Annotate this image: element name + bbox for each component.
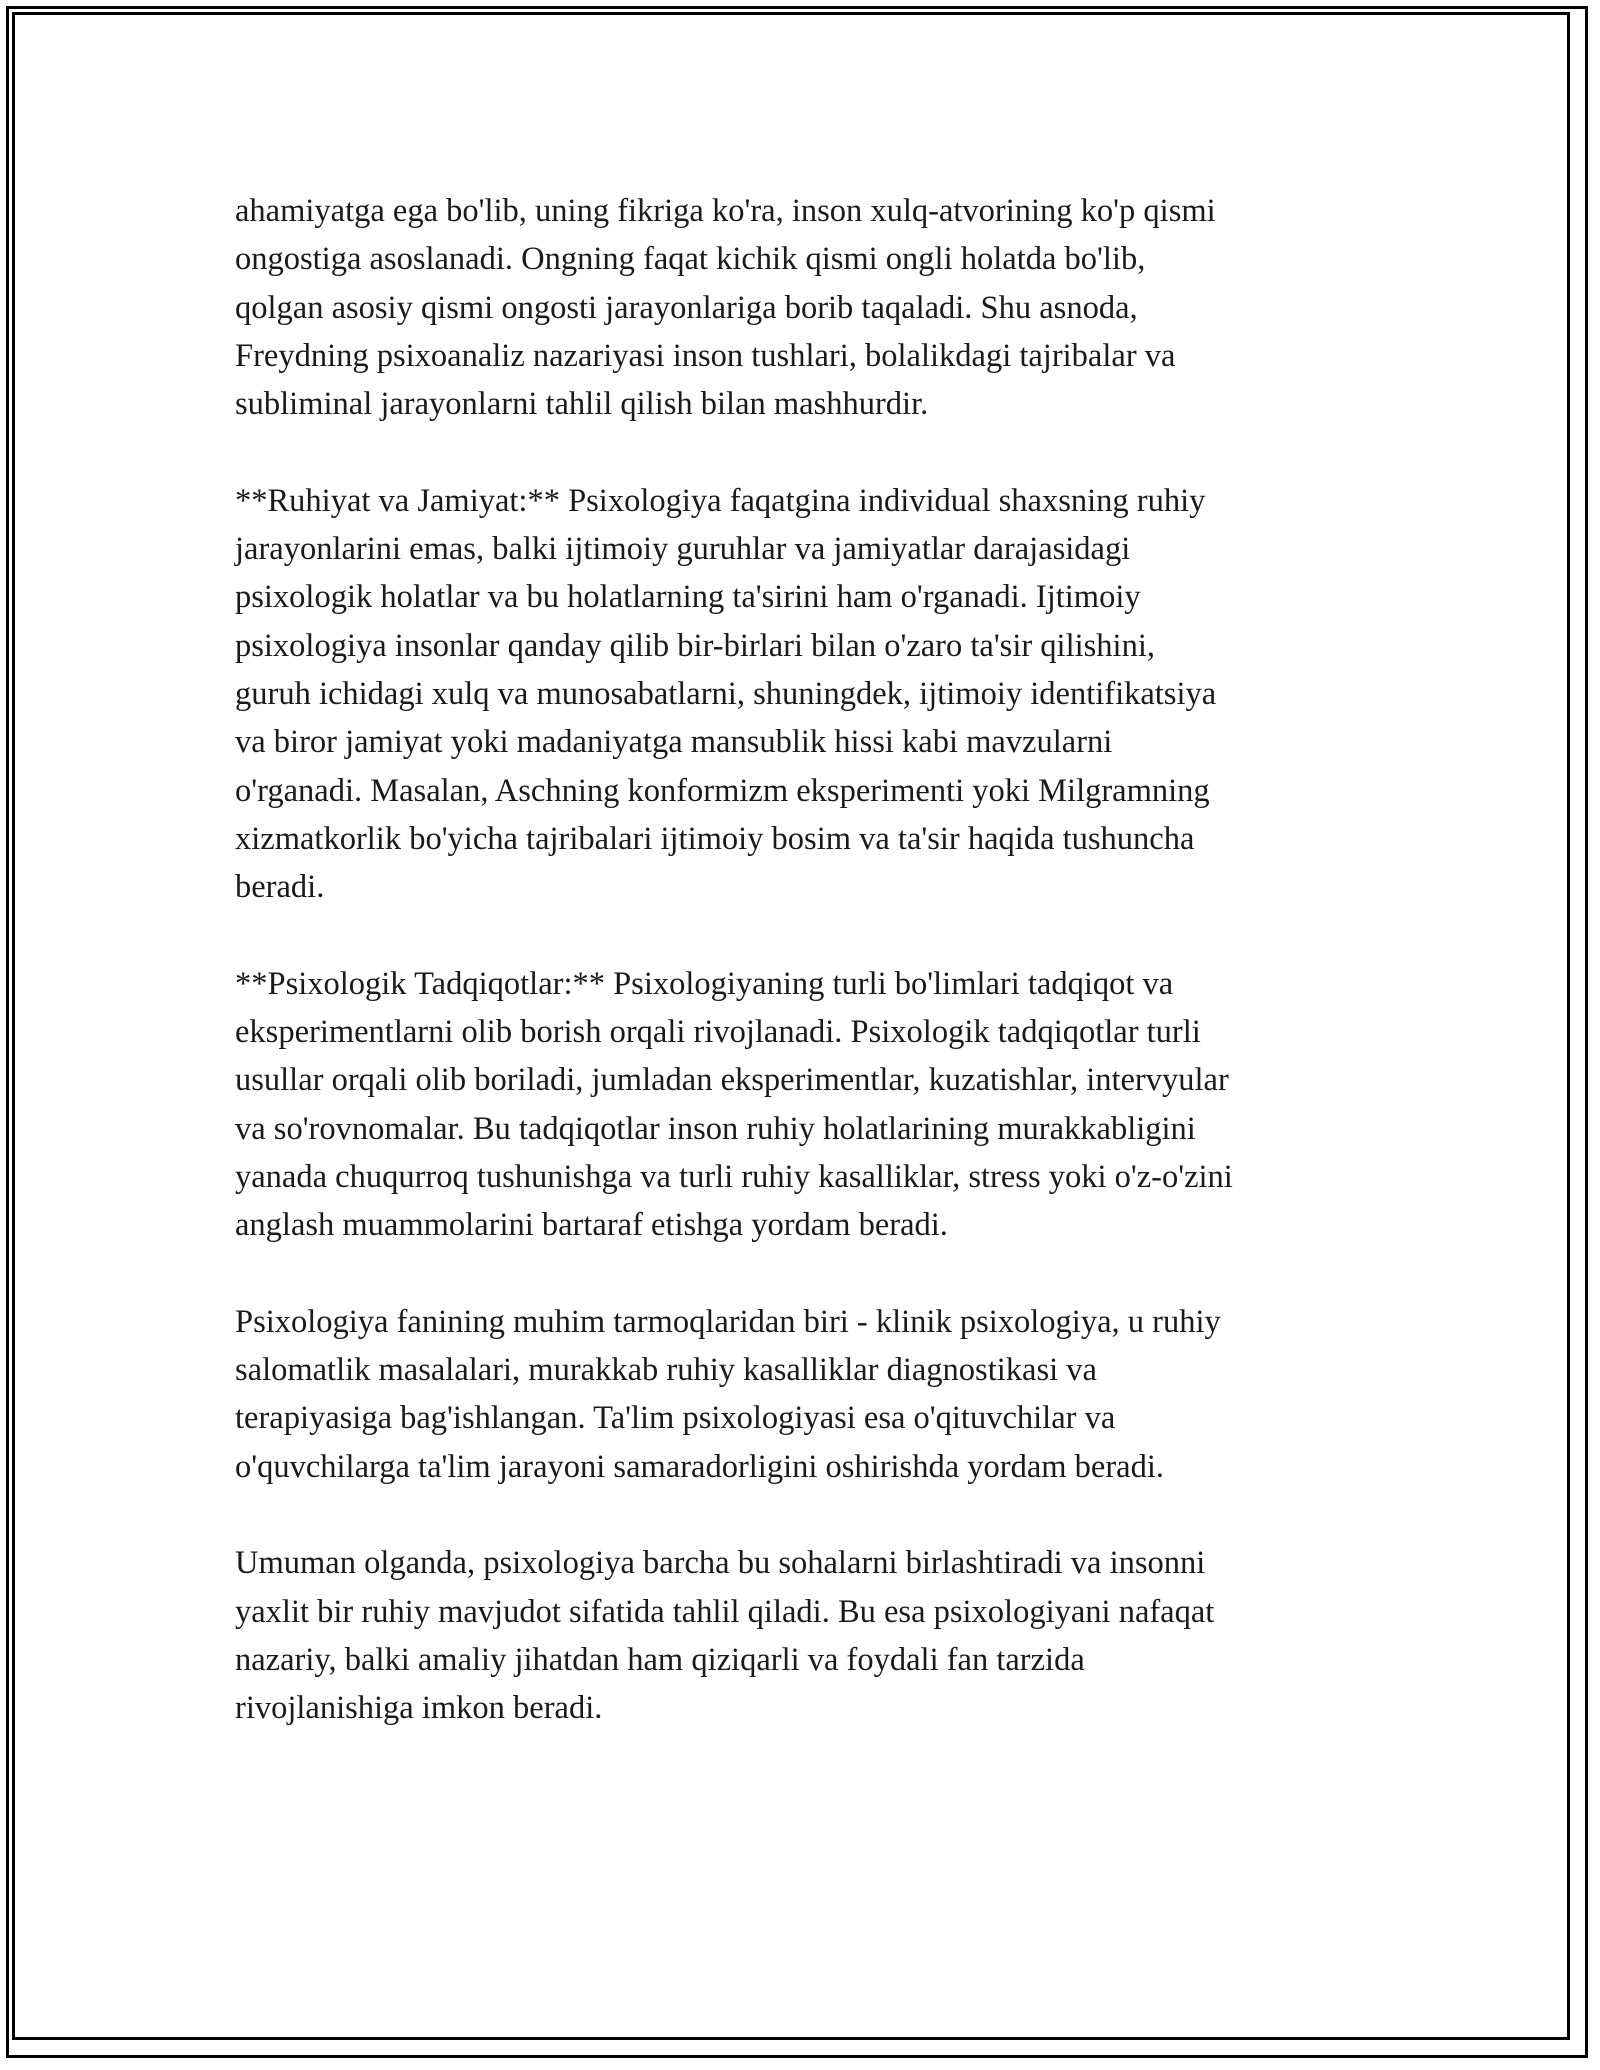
document-body bbox=[235, 187, 1375, 1781]
paragraph-freud-continuation: ahamiyatga ega bo'lib, uning fikriga ko'ra, inson xulq-atvorining ko'p qismi ongostiga asoslanadi. Ongning faqat kichik qismi ongli holatda bo'lib, qolgan asosiy qismi ongosti jarayonlariga borib taqaladi. Shu asnoda, Freydning psixoanaliz nazariyasi inson tushlari, bolalikdagi tajribalar va subliminal jarayonlarni tahlil qilish bilan mashhurdir. bbox=[235, 193, 1216, 423]
paragraph-psixologik-tadqiqotlar: **Psixologik Tadqiqotlar:** Psixologiyaning turli bo'limlari tadqiqot va eksperimentlarni olib borish orqali rivojlanadi. Psixologik tadqiqotlar turli usullar orqali olib boriladi, jumladan eksperimentlar, kuzatishlar, intervyular va so'rovnomalar. Bu tadqiqotlar inson ruhiy holatlarining murakkabligini yanada chuqurroq tushunishga va turli ruhiy kasalliklar, stress yoki o'z-o'zini anglash muammolarini bartaraf etishga yordam beradi. bbox=[235, 965, 1233, 1244]
paragraph-umuman-olganda: Umuman olganda, psixologiya barcha bu sohalarni birlashtiradi va insonni yaxlit bir ruhiy mavjudot sifatida tahlil qiladi. Bu esa psixologiyani nafaqat nazariy, balki amaliy jihatdan ham qiziqarli va foydali fan tarzida rivojlanishiga imkon beradi. bbox=[235, 1545, 1215, 1727]
paragraph-klinik-psixologiya: Psixologiya fanining muhim tarmoqlaridan biri - klinik psixologiya, u ruhiy salomatlik masalalari, murakkab ruhiy kasalliklar diagnostikasi va terapiyasiga bag'ishlangan. Ta'lim psixologiyasi esa o'qituvchilar va o'quvchilarga ta'lim jarayoni samaradorligini oshirishda yordam beradi. bbox=[235, 1303, 1221, 1485]
paragraph-ruhiyat-va-jamiyat: **Ruhiyat va Jamiyat:** Psixologiya faqatgina individual shaxsning ruhiy jarayonlarini emas, balki ijtimoiy guruhlar va jamiyatlar darajasidagi psixologik holatlar va bu holatlarning ta'sirini ham o'rganadi. Ijtimoiy psixologiya insonlar qanday qilib bir-birlari bilan o'zaro ta'sir qilishini, guruh ichidagi xulq va munosabatlarni, shuningdek, ijtimoiy identifikatsiya va biror jamiyat yoki madaniyatga mansublik hissi kabi mavzularni o'rganadi. Masalan, Aschning konformizm eksperimenti yoki Milgramning xizmatkorlik bo'yicha tajribalari ijtimoiy bosim va ta'sir haqida tushuncha beradi. bbox=[235, 482, 1217, 906]
